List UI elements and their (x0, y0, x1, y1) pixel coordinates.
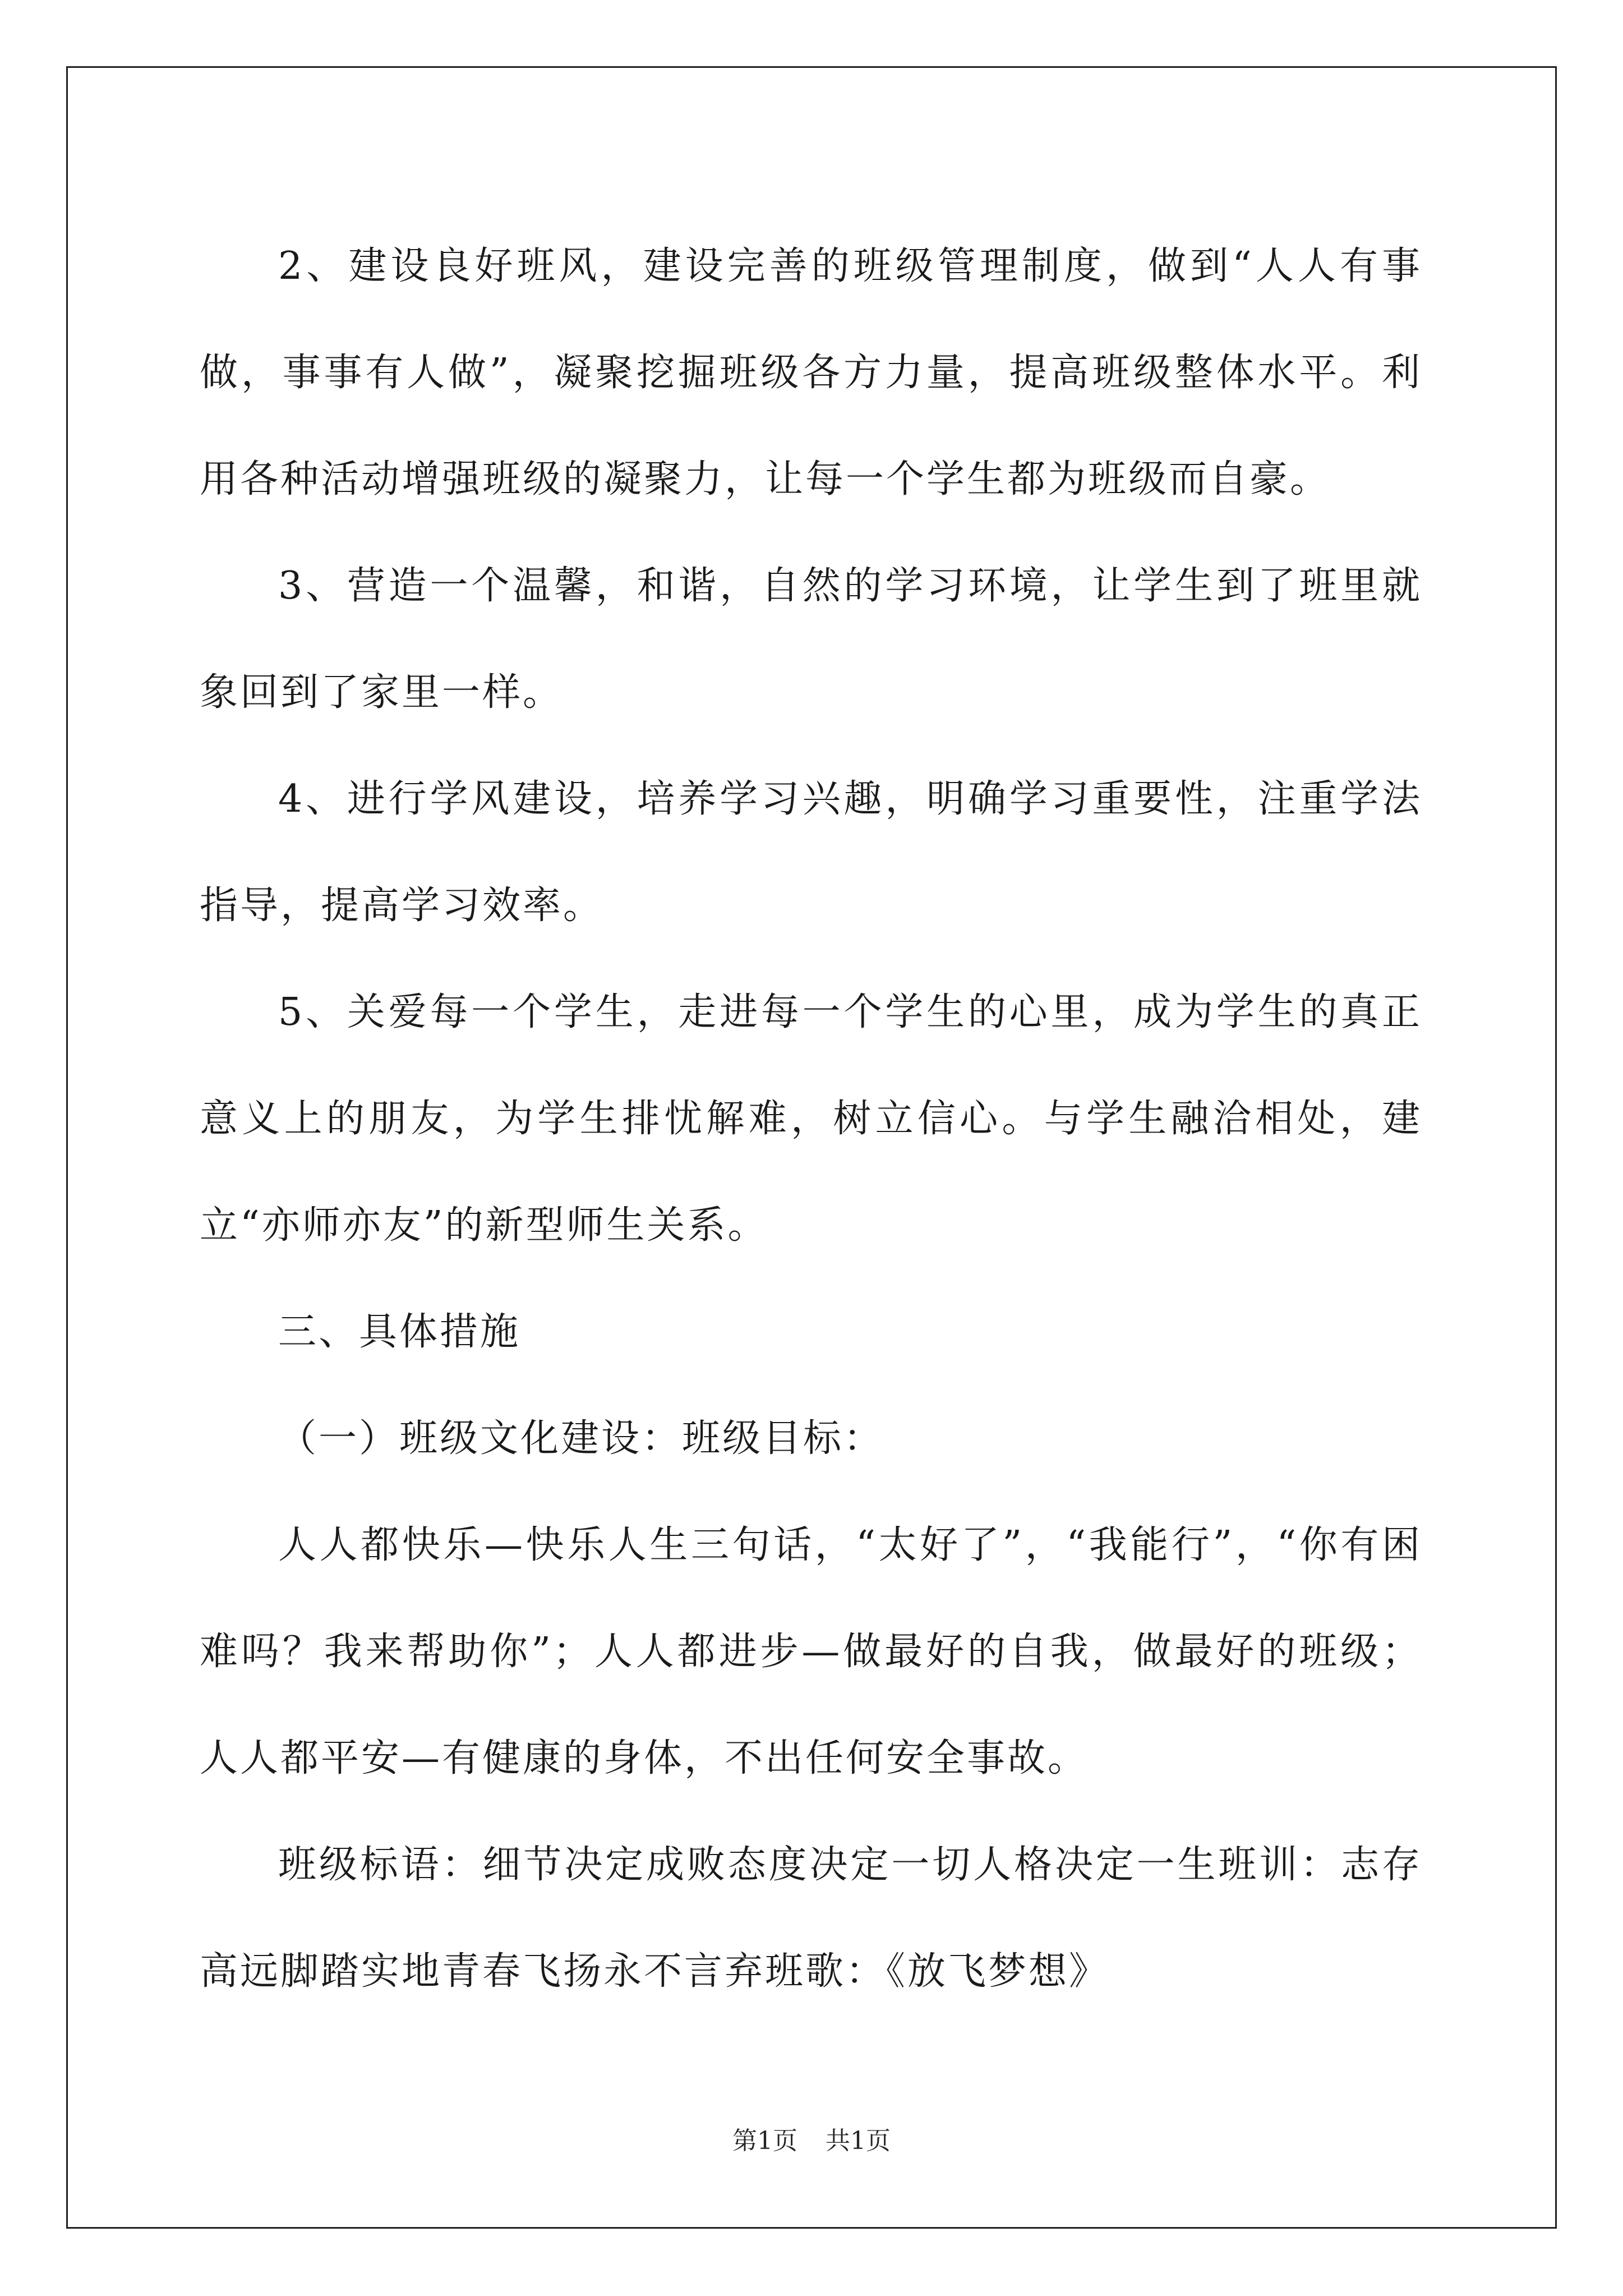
paragraph-care-students: 5、关爱每一个学生，走进每一个学生的心里，成为学生的真正意义上的朋友，为学生排忧解难，树立信心。与学生融洽相处，建立“亦师亦友”的新型师生关系。 (200, 990, 1422, 1248)
paragraph-learning-environment: 3、营造一个温馨，和谐，自然的学习环境，让学生到了班里就象回到了家里一样。 (200, 564, 1422, 715)
section-heading-measures: 三、具体措施 (278, 1310, 521, 1354)
document-body (200, 213, 1422, 2025)
paragraph-class-style: 2、建设良好班风，建设完善的班级管理制度，做到“人人有事做，事事有人做”，凝聚挖掘班级各方力量，提高班级整体水平。利用各种活动增强班级的凝聚力，让每一个学生都为班级而自豪。 (200, 244, 1422, 501)
subheading-class-culture: （一）班级文化建设：班级目标： (278, 1416, 884, 1461)
page-total: 共1页 (826, 2127, 891, 2155)
paragraph-study-style: 4、进行学风建设，培养学习兴趣，明确学习重要性，注重学法指导，提高学习效率。 (200, 777, 1422, 928)
page-footer (0, 2120, 1623, 2156)
paragraph-class-slogans: 班级标语：细节决定成败态度决定一切人格决定一生班训：志存高远脚踏实地青春飞扬永不言弃班歌：《放飞梦想》 (200, 1843, 1422, 1994)
paragraph-class-goals: 人人都快乐—快乐人生三句话，“太好了”，“我能行”，“你有困难吗？我来帮助你”；人人都进步—做最好的自我，做最好的班级；人人都平安—有健康的身体，不出任何安全事故。 (200, 1523, 1422, 1780)
page-number: 第1页 (732, 2127, 797, 2155)
